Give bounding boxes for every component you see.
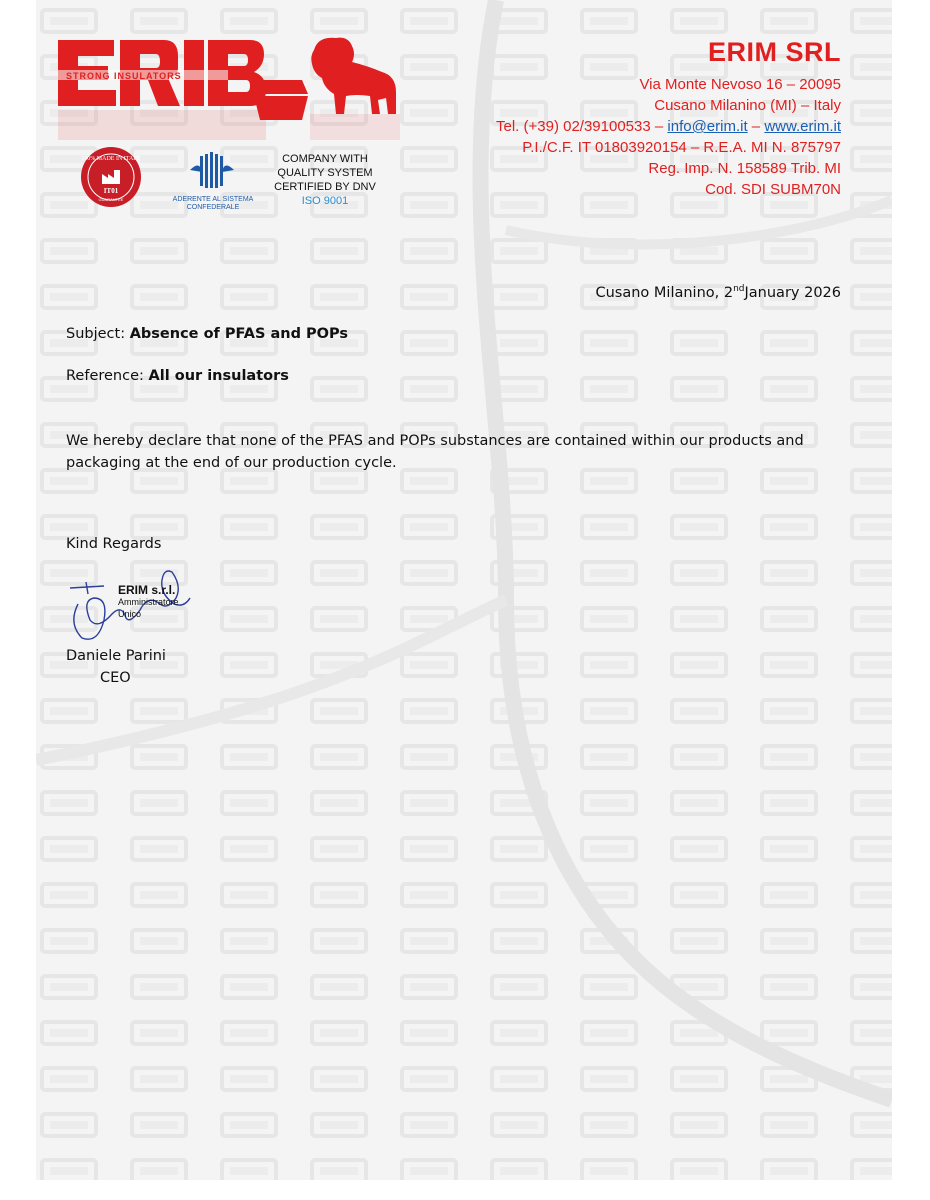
reference-value: All our insulators: [148, 368, 289, 384]
logo-tagline: STRONG INSULATORS: [66, 71, 182, 81]
company-info: [496, 36, 841, 200]
reference-label: Reference:: [66, 368, 149, 384]
subject-label: Subject:: [66, 326, 130, 342]
seal-caption: GUARANTEE: [98, 197, 124, 202]
confindustria-logo: [170, 150, 256, 216]
company-address-2: Cusano Milanino (MI) – Italy: [654, 97, 841, 114]
email-link[interactable]: info@erim.it: [667, 118, 748, 135]
stamp-company: ERIM s.r.l.: [118, 583, 176, 597]
signer-role: CEO: [100, 670, 131, 686]
cert-line-3: CERTIFIED BY DNV: [274, 181, 376, 193]
erib-logo: [56, 34, 406, 144]
letter-date: [595, 284, 841, 301]
date-suffix-sup: nd: [733, 284, 745, 294]
company-sdi-code: Cod. SDI SUBM70N: [705, 181, 841, 198]
date-prefix: Cusano Milanino, 2: [595, 284, 734, 301]
signer-name: Daniele Parini: [66, 648, 166, 664]
dnv-certification: [270, 152, 380, 208]
company-vat: P.I./C.F. IT 01803920154 – R.E.A. MI N. 875797: [522, 139, 841, 156]
company-tel: Tel. (+39) 02/39100533 –: [496, 118, 668, 135]
seal-text: 100% MADE IN ITALY: [81, 156, 141, 162]
association-line-2: CONFEDERALE: [186, 204, 240, 211]
cert-iso: ISO 9001: [301, 195, 349, 207]
cert-line-1: COMPANY WITH: [282, 153, 368, 165]
company-name: ERIM SRL: [707, 37, 841, 67]
company-contacts: [496, 116, 841, 137]
eagle-emblem-icon: [170, 150, 256, 194]
cert-line-2: QUALITY SYSTEM: [277, 167, 373, 179]
closing-salutation: Kind Regards: [66, 536, 162, 552]
contact-separator: –: [747, 118, 765, 135]
made-in-italy-seal-icon: [80, 146, 142, 208]
company-stamp: [118, 584, 204, 620]
stamp-role: Amministratore Unico: [118, 597, 179, 619]
company-registration: Reg. Imp. N. 158589 Trib. MI: [648, 160, 841, 177]
declaration-paragraph: We hereby declare that none of the PFAS and POPs substances are contained within our products and packaging at the end of our production cycle.: [66, 433, 804, 471]
company-address-1: Via Monte Nevoso 16 – 20095: [639, 76, 841, 93]
association-caption: [170, 196, 256, 212]
certification-row: [76, 146, 396, 216]
website-link[interactable]: www.erim.it: [764, 118, 841, 135]
signature-stamp: [64, 564, 204, 644]
seal-code: IT01: [103, 187, 119, 195]
association-line-1: ADERENTE AL SISTEMA: [172, 196, 254, 203]
subject-value: Absence of PFAS and POPs: [129, 326, 348, 342]
subject-line: [66, 326, 348, 342]
reference-line: [66, 368, 289, 384]
date-month-year: January 2026: [744, 284, 841, 301]
